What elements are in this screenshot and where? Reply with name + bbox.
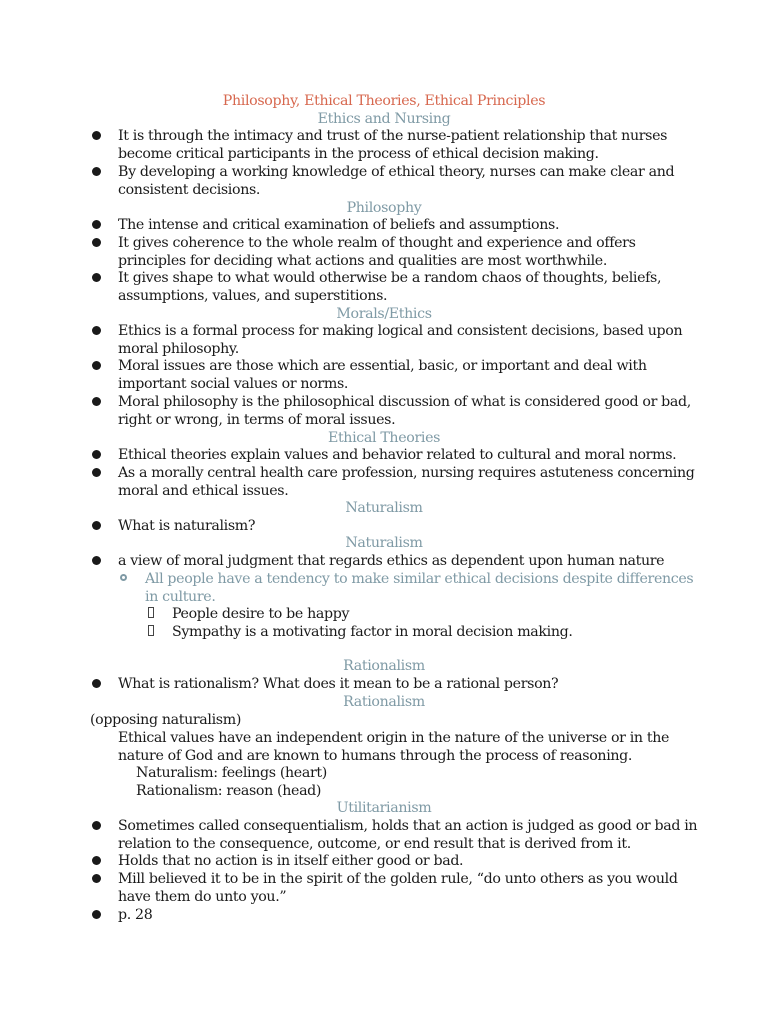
- bullet-text: Holds that no action is in itself either good or bad.: [118, 853, 464, 869]
- bullet-text: What is naturalism?: [118, 518, 256, 534]
- sub-bullet-text: in culture.: [145, 589, 216, 605]
- missing-glyph-bullet-icon: [148, 625, 154, 636]
- section-heading-rationalism-question: Rationalism: [343, 658, 425, 674]
- bullet-text: It gives shape to what would otherwise be a random chaos of thoughts, beliefs,: [118, 270, 662, 286]
- bullet-icon: [92, 450, 101, 459]
- document-title: Philosophy, Ethical Theories, Ethical Principles: [222, 93, 546, 109]
- bullet-text: have them do unto you.”: [118, 889, 287, 905]
- bullet-icon: [92, 821, 101, 830]
- bullet-text: consistent decisions.: [118, 182, 261, 198]
- comparison-text: Rationalism: reason (head): [136, 783, 322, 799]
- bullet-text: The intense and critical examination of beliefs and assumptions.: [118, 217, 560, 233]
- page-reference-text: p. 28: [118, 907, 153, 923]
- bullet-text: right or wrong, in terms of moral issues.: [118, 412, 396, 428]
- bullet-text: moral philosophy.: [118, 341, 239, 357]
- bullet-icon: [92, 273, 101, 282]
- bullet-text: Ethics is a formal process for making logical and consistent decisions, based upon: [118, 323, 683, 339]
- comparison-text: Naturalism: feelings (heart): [136, 765, 327, 781]
- bullet-icon: [92, 167, 101, 176]
- bullet-text: important social values or norms.: [118, 376, 349, 392]
- paragraph-text: Ethical values have an independent origin in the nature of the universe or in the: [118, 730, 670, 746]
- paragraph-text: nature of God and are known to humans through the process of reasoning.: [118, 748, 633, 764]
- bullet-icon: [92, 238, 101, 247]
- sub-sub-bullet-text: Sympathy is a motivating factor in moral decision making.: [172, 624, 573, 640]
- section-heading-naturalism-question: Naturalism: [345, 500, 423, 516]
- bullet-icon: [92, 521, 101, 530]
- bullet-icon: [92, 468, 101, 477]
- sub-bullet-text: All people have a tendency to make similar ethical decisions despite differences: [145, 571, 694, 587]
- bullet-text: moral and ethical issues.: [118, 483, 289, 499]
- bullet-icon: [92, 556, 101, 565]
- bullet-icon: [92, 874, 101, 883]
- bullet-text: Moral issues are those which are essential, basic, or important and deal with: [118, 358, 647, 374]
- bullet-text: By developing a working knowledge of ethical theory, nurses can make clear and: [118, 164, 675, 180]
- hollow-bullet-icon: [120, 574, 127, 581]
- bullet-text: Ethical theories explain values and behavior related to cultural and moral norms.: [118, 447, 677, 463]
- bullet-text: It gives coherence to the whole realm of thought and experience and offers: [118, 235, 636, 251]
- section-heading-naturalism-answer: Naturalism: [345, 535, 423, 551]
- section-heading-rationalism-answer: Rationalism: [343, 694, 425, 710]
- sub-sub-bullet-text: People desire to be happy: [172, 606, 350, 622]
- bullet-icon: [92, 220, 101, 229]
- bullet-text: What is rationalism? What does it mean to be a rational person?: [118, 676, 559, 692]
- bullet-icon: [92, 397, 101, 406]
- bullet-text: As a morally central health care profession, nursing requires astuteness concerning: [118, 465, 695, 481]
- bullet-text: assumptions, values, and superstitions.: [118, 288, 388, 304]
- bullet-text: Mill believed it to be in the spirit of the golden rule, “do unto others as you would: [118, 871, 678, 887]
- bullet-text: principles for deciding what actions and qualities are most worthwhile.: [118, 253, 608, 269]
- bullet-icon: [92, 361, 101, 370]
- note-text: (opposing naturalism): [90, 712, 241, 728]
- bullet-text: It is through the intimacy and trust of the nurse-patient relationship that nurses: [118, 128, 668, 144]
- missing-glyph-bullet-icon: [148, 607, 154, 618]
- section-heading-morals-ethics: Morals/Ethics: [336, 306, 432, 322]
- bullet-text: become critical participants in the process of ethical decision making.: [118, 146, 599, 162]
- bullet-text: a view of moral judgment that regards ethics as dependent upon human nature: [118, 553, 665, 569]
- bullet-icon: [92, 910, 101, 919]
- bullet-text: Moral philosophy is the philosophical discussion of what is considered good or bad,: [118, 394, 691, 410]
- bullet-text: relation to the consequence, outcome, or end result that is derived from it.: [118, 836, 631, 852]
- section-heading-ethics-nursing: Ethics and Nursing: [317, 111, 451, 127]
- bullet-text: Sometimes called consequentialism, holds that an action is judged as good or bad in: [118, 818, 698, 834]
- bullet-icon: [92, 326, 101, 335]
- bullet-icon: [92, 679, 101, 688]
- section-heading-utilitarianism: Utilitarianism: [336, 800, 432, 816]
- section-heading-philosophy: Philosophy: [346, 200, 422, 216]
- bullet-icon: [92, 131, 101, 140]
- bullet-icon: [92, 856, 101, 865]
- section-heading-ethical-theories: Ethical Theories: [327, 430, 441, 446]
